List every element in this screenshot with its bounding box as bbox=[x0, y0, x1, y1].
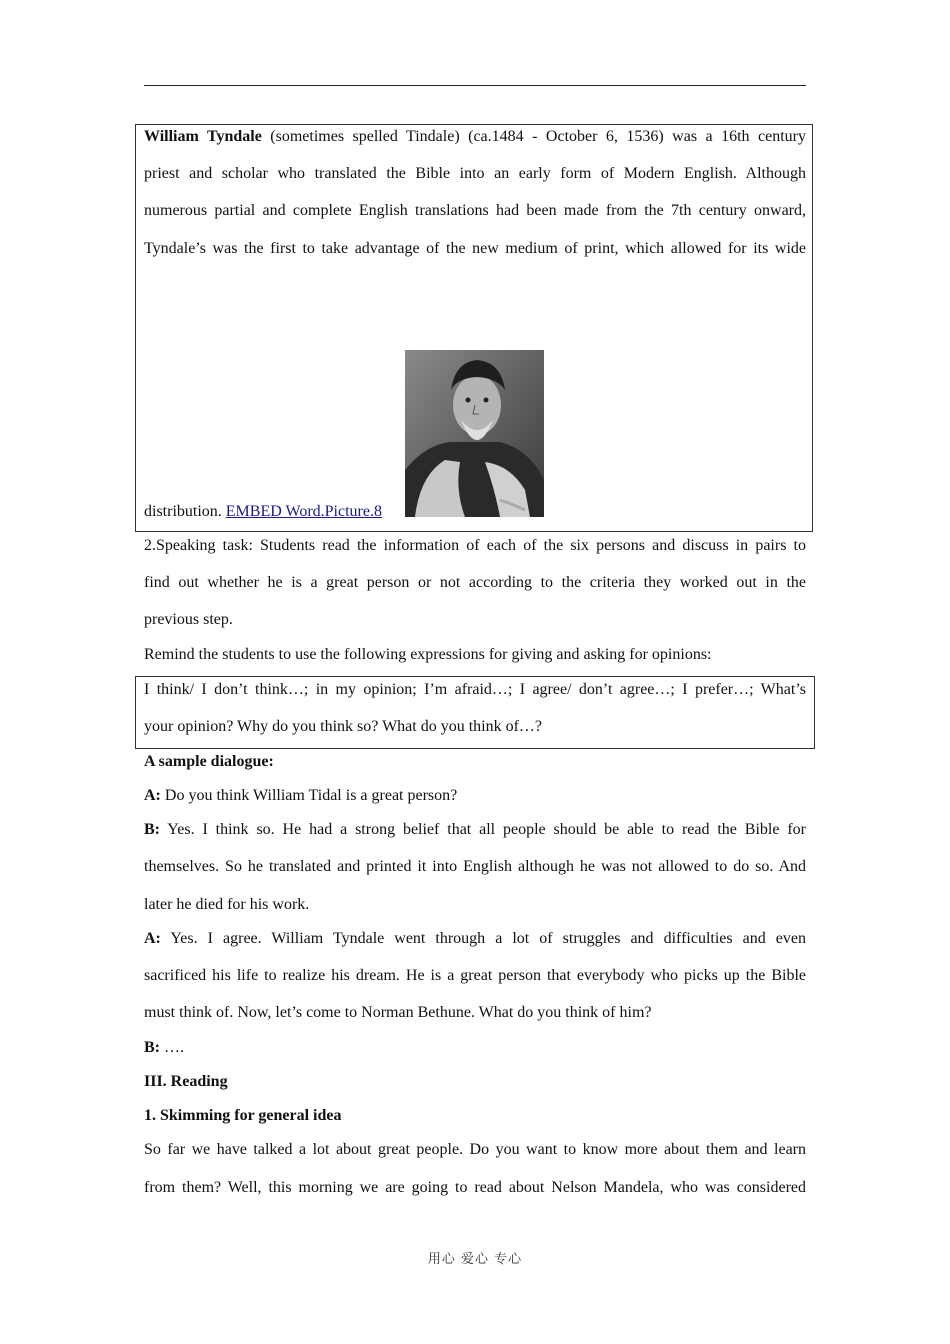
expressions-line-2: your opinion? Why do you think so? What do you think of…? bbox=[144, 718, 543, 735]
tyndale-line-4: Tyndale’s was the first to take advantage of the new medium of print, which allowed for its wide bbox=[144, 240, 806, 257]
dialogue-heading: A sample dialogue: bbox=[144, 753, 274, 770]
dialogue-a2-line-3: must think of. Now, let’s come to Norman Bethune. What do you think of him? bbox=[144, 1004, 652, 1021]
dialogue-b1-line-1: B: Yes. I think so. He had a strong belief that all people should be able to read the Bible for bbox=[144, 821, 806, 838]
expressions-line-1: I think/ I don’t think…; in my opinion; I’m afraid…; I agree/ don’t agree…; I prefer…; What’s bbox=[144, 681, 806, 698]
reading-subheading: 1. Skimming for general idea bbox=[144, 1107, 342, 1124]
speaking-task-line-1: 2.Speaking task: Students read the information of each of the six persons and discuss in pairs to bbox=[144, 537, 806, 554]
dialogue-a1: A: Do you think William Tidal is a great person? bbox=[144, 787, 458, 804]
header-rule bbox=[144, 85, 806, 86]
speaker-a: A: bbox=[144, 930, 161, 947]
speaking-task-line-3: previous step. bbox=[144, 611, 233, 628]
tyndale-line-1: William Tyndale (sometimes spelled Tindale) (ca.1484 - October 6, 1536) was a 16th century bbox=[144, 128, 806, 145]
dialogue-b1-line-2: themselves. So he translated and printed it into English although he was not allowed to do so. And bbox=[144, 858, 806, 875]
tyndale-portrait bbox=[405, 350, 544, 517]
tyndale-line-3: numerous partial and complete English translations had been made from the 7th century onward, bbox=[144, 202, 806, 219]
speaker-a: A: bbox=[144, 787, 161, 804]
speaker-b: B: bbox=[144, 821, 160, 838]
embed-word-picture-link[interactable]: EMBED Word.Picture.8 bbox=[225, 503, 382, 520]
tyndale-line-2: priest and scholar who translated the Bible into an early form of Modern English. Although bbox=[144, 165, 806, 182]
speaker-b: B: bbox=[144, 1039, 160, 1056]
reading-line-2: from them? Well, this morning we are going to read about Nelson Mandela, who was considered bbox=[144, 1179, 806, 1196]
reading-line-1: So far we have talked a lot about great people. Do you want to know more about them and learn bbox=[144, 1141, 806, 1158]
tyndale-last-line: distribution. EMBED Word.Picture.8 bbox=[144, 503, 382, 520]
dialogue-b1-line-3: later he died for his work. bbox=[144, 896, 310, 913]
tyndale-name: William Tyndale bbox=[144, 128, 262, 145]
page-footer: 用心 爱心 专心 bbox=[427, 1252, 523, 1267]
dialogue-a2-line-2: sacrificed his life to realize his dream. He is a great person that everybody who picks up the Bible bbox=[144, 967, 806, 984]
reading-heading: III. Reading bbox=[144, 1073, 228, 1090]
speaking-task-line-2: find out whether he is a great person or not according to the criteria they worked out in the bbox=[144, 574, 806, 591]
remind-text: Remind the students to use the following expressions for giving and asking for opinions: bbox=[144, 646, 712, 663]
dialogue-a2-line-1: A: Yes. I agree. William Tyndale went through a lot of struggles and difficulties and even bbox=[144, 930, 806, 947]
dialogue-b2: B: …. bbox=[144, 1039, 184, 1056]
